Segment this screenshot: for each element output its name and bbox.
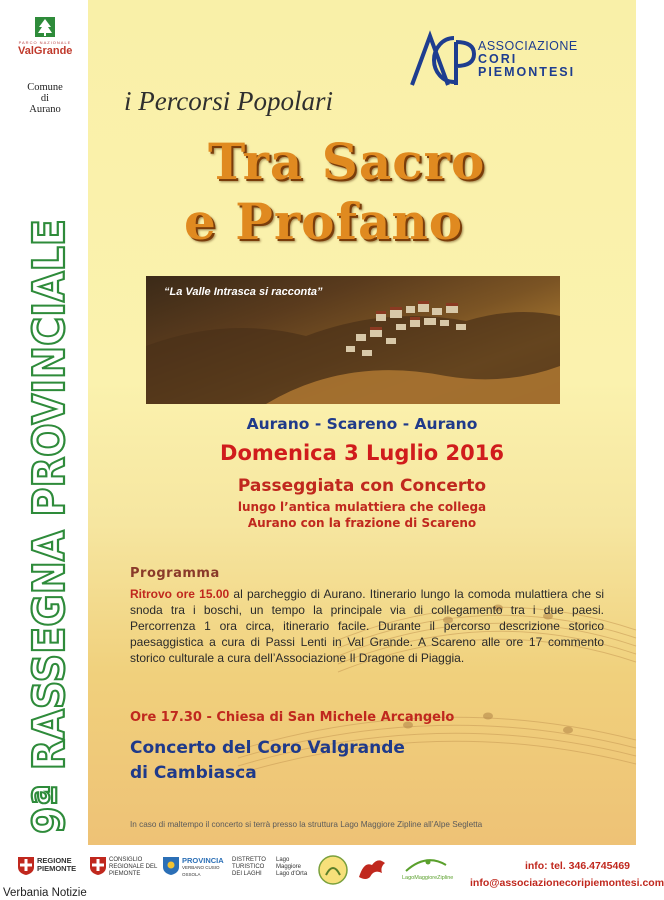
email-link[interactable]: info@associazionecoripiemontesi.com (470, 877, 664, 889)
event-date: Domenica 3 Luglio 2016 (220, 441, 504, 465)
sponsor-consiglio: CONSIGLIO REGIONALE DEL PIEMONTE (109, 857, 158, 877)
watermark-label: Verbania Notizie (3, 887, 87, 899)
title-line-2: e Profano (184, 192, 464, 251)
sponsor-regione: REGIONE PIEMONTE (37, 856, 77, 873)
weather-note: In caso di maltempo il concerto si terrà presso la struttura Lago Maggiore Zipline all’Alpe Segletta (130, 820, 483, 829)
consiglio-regionale-crest-icon (90, 857, 106, 875)
pine-tree-icon (34, 16, 56, 38)
valley-photo (146, 276, 560, 404)
left-sidebar (0, 0, 88, 900)
event-name: Passeggiata con Concerto (237, 476, 487, 496)
contact-info (470, 858, 664, 892)
sponsor-laghi: Lago Maggiore Lago d'Orta (276, 857, 308, 877)
zipline-logo-icon (404, 855, 448, 873)
vertical-rassegna-title (16, 151, 76, 840)
event-poster (88, 0, 636, 845)
provincia-vco-crest-icon (163, 857, 179, 875)
association-line: CORI (478, 52, 518, 66)
itinerary-text: al parcheggio di Aurano. Itinerario lungo la comoda mulattiera che si snoda tra i boschi, un tempo la principale via di collegamento tra i due paesi. Percorrenza 1 ora circa, itinerario facile. Durante il percorso descrizione storico paesaggistica a cura di Passi Lenti in Val Grande. A Scareno alle ore 17 commento storico culturale a cura dell’Associazione Il Dragone di Piaggia. (130, 587, 604, 665)
sponsor-provincia: PROVINCIA VERBANO CUSIO OSSOLA (182, 856, 224, 877)
parco-valgrande-logo (18, 16, 72, 57)
comune-line: Aurano (29, 104, 61, 115)
meeting-time: Ritrovo ore 15.00 (130, 587, 230, 601)
programma-body (130, 586, 604, 666)
title-line-1: Tra Sacro (208, 132, 486, 191)
subtitle: i Percorsi Popolari (124, 86, 333, 116)
comune-line: Comune (27, 82, 63, 93)
event-description-line: lungo l’antica mulattiera che collega (237, 500, 487, 514)
association-line: PIEMONTESI (478, 65, 576, 79)
acp-monogram-icon (406, 30, 476, 90)
cori-piemontesi-logo (406, 30, 616, 90)
programma-heading: Programma (130, 566, 220, 581)
dragone-logo-icon (356, 855, 388, 885)
church-time: Ore 17.30 - Chiesa di San Michele Arcangelo (130, 710, 455, 725)
park-name: ValGrande (18, 45, 73, 57)
park-label: PARCO NAZIONALE (18, 40, 72, 45)
concert-title: Concerto del Coro Valgrande (130, 738, 405, 758)
route-text: Aurano - Scareno - Aurano (246, 415, 478, 433)
sponsor-zipline: LagoMaggioreZipline (402, 875, 454, 881)
association-line: ASSOCIAZIONE (478, 39, 578, 53)
concert-subtitle: di Cambiasca (130, 763, 257, 783)
regione-piemonte-crest-icon (18, 857, 34, 875)
phone-text: info: tel. 346.4745469 (524, 860, 630, 872)
comune-label (14, 82, 76, 115)
event-description-line: Aurano con la frazione di Scareno (247, 516, 477, 530)
photo-caption: “La Valle Intrasca si racconta” (164, 286, 323, 298)
sponsor-distretto: DISTRETTO TURISTICO DEI LAGHI (232, 857, 266, 877)
comune-line: di (40, 93, 50, 104)
rassegna-text: 9ª RASSEGNA PROVINCIALE (24, 151, 75, 834)
passi-lenti-round-logo-icon (318, 855, 348, 885)
sponsor-footer (0, 845, 664, 900)
